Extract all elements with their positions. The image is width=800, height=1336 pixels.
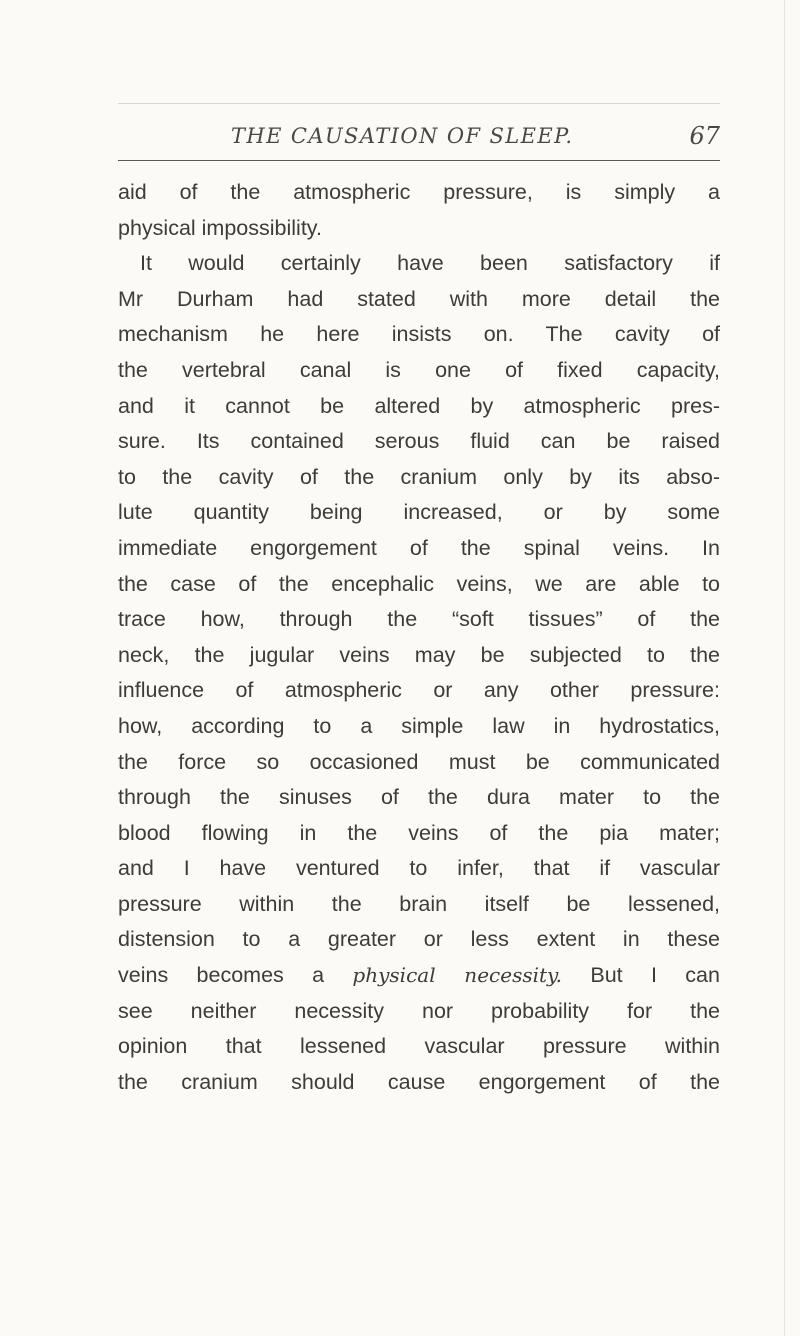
text-line: distension to a greater or less extent in these xyxy=(118,927,720,952)
text-line: neck, the jugular veins may be subjected to the xyxy=(118,642,720,667)
running-head xyxy=(118,124,720,154)
text-line: lute quantity being increased, or by some xyxy=(118,500,720,525)
page-number: 67 xyxy=(689,122,720,150)
text-line: trace how, through the “soft tissues” of the xyxy=(118,607,720,632)
running-title: THE CAUSATION OF SLEEP. xyxy=(231,124,574,148)
text-segment: But I can xyxy=(590,963,720,988)
text-line: see neither necessity nor probability for the xyxy=(118,998,720,1023)
paragraph-first-line: It would certainly have been satisfactory if xyxy=(140,251,720,276)
header-bottom-rule xyxy=(118,160,720,161)
text-line: the force so occasioned must be communicated xyxy=(118,749,720,774)
text-line: how, according to a simple law in hydrostatics, xyxy=(118,713,720,738)
text-line: the vertebral canal is one of fixed capacity, xyxy=(118,357,720,382)
text-line: immediate engorgement of the spinal veins. In xyxy=(118,535,720,560)
text-line: the cranium should cause engorgement of the xyxy=(118,1069,720,1094)
text-line: blood flowing in the veins of the pia mater; xyxy=(118,820,720,845)
header-top-rule xyxy=(118,103,720,104)
text-line-with-emphasis xyxy=(118,958,720,994)
text-line: to the cavity of the cranium only by its abso- xyxy=(118,464,720,489)
text-line: physical impossibility. xyxy=(118,215,322,240)
text-line: the case of the encephalic veins, we are able to xyxy=(118,571,720,596)
text-line: influence of atmospheric or any other pressure: xyxy=(118,678,720,703)
text-line: opinion that lessened vascular pressure within xyxy=(118,1034,720,1059)
italic-emphasis: physical necessity. xyxy=(352,963,563,988)
page-edge-line xyxy=(784,0,785,1336)
body-text xyxy=(118,175,720,1100)
text-line: and I have ventured to infer, that if vascular xyxy=(118,856,720,881)
text-line: through the sinuses of the dura mater to the xyxy=(118,785,720,810)
text-segment: veins becomes a xyxy=(118,963,325,988)
text-line: aid of the atmospheric pressure, is simply a xyxy=(118,180,720,204)
text-line: Mr Durham had stated with more detail the xyxy=(118,286,720,311)
text-line: mechanism he here insists on. The cavity of xyxy=(118,322,720,347)
text-line: pressure within the brain itself be lessened, xyxy=(118,891,720,916)
text-line: sure. Its contained serous fluid can be raised xyxy=(118,429,720,454)
text-line: and it cannot be altered by atmospheric pres- xyxy=(118,393,720,418)
